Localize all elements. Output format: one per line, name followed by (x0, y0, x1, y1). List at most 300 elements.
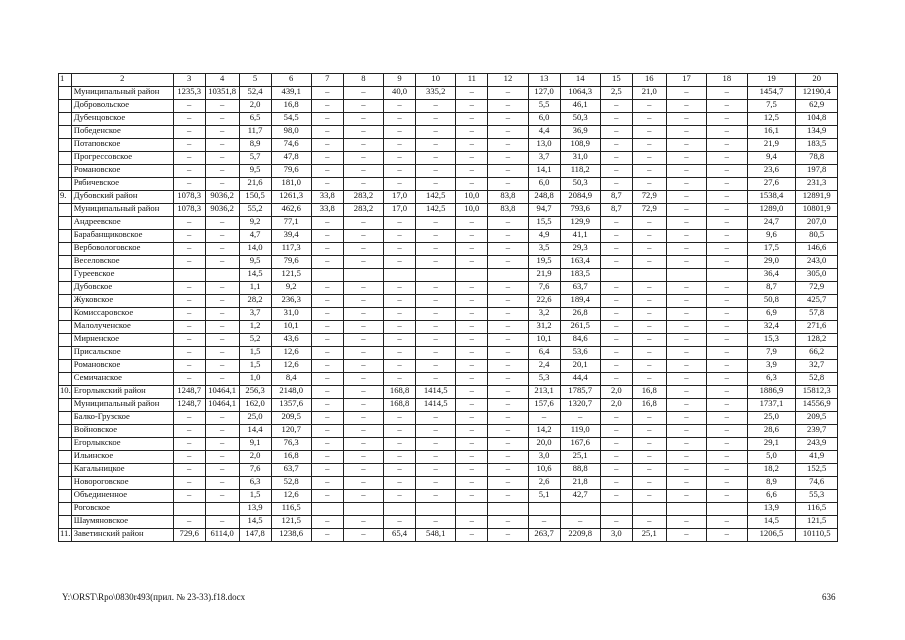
row-index-cell (59, 243, 72, 256)
table-cell: – (173, 334, 205, 347)
table-cell: – (384, 178, 416, 191)
table-cell: – (632, 438, 666, 451)
table-cell: – (173, 464, 205, 477)
table-cell: – (528, 516, 560, 529)
table-cell: 83,8 (488, 204, 528, 217)
table-row (59, 152, 838, 165)
table-cell: – (416, 373, 456, 386)
table-cell: – (311, 373, 343, 386)
table-cell: – (600, 113, 632, 126)
table-cell: 1261,3 (271, 191, 311, 204)
table-cell: 6,9 (747, 308, 796, 321)
table-cell: – (488, 282, 528, 295)
table-cell: – (311, 308, 343, 321)
table-cell: 120,7 (271, 425, 311, 438)
table-cell: – (632, 425, 666, 438)
table-cell: 152,5 (796, 464, 838, 477)
row-index-cell (59, 100, 72, 113)
table-cell: – (600, 451, 632, 464)
table-cell: – (343, 152, 383, 165)
row-index-cell (59, 308, 72, 321)
table-cell: – (205, 347, 239, 360)
table-cell: – (488, 438, 528, 451)
table-cell (632, 269, 666, 282)
table-row (59, 217, 838, 230)
table-cell: 2,6 (528, 477, 560, 490)
column-header: 15 (600, 74, 632, 87)
table-cell (205, 503, 239, 516)
table-cell: – (343, 113, 383, 126)
table-cell: – (416, 139, 456, 152)
table-cell: – (666, 321, 706, 334)
table-cell: – (666, 178, 706, 191)
table-cell: 10,6 (528, 464, 560, 477)
table-cell: 55,2 (239, 204, 271, 217)
table-cell: 6,4 (528, 347, 560, 360)
table-cell: 168,8 (384, 386, 416, 399)
table-row (59, 204, 838, 217)
table-cell: 16,8 (271, 451, 311, 464)
table-cell: – (311, 282, 343, 295)
row-index-cell (59, 412, 72, 425)
table-header-row (59, 74, 838, 87)
row-index-cell (59, 178, 72, 191)
table-cell: – (384, 477, 416, 490)
table-cell: 14,1 (528, 165, 560, 178)
row-index-cell (59, 516, 72, 529)
table-cell: – (707, 516, 747, 529)
table-cell: 65,4 (384, 529, 416, 542)
table-cell: – (560, 516, 600, 529)
table-cell: 8,9 (239, 139, 271, 152)
table-cell: – (707, 204, 747, 217)
table-cell: 1414,5 (416, 386, 456, 399)
table-cell: – (666, 243, 706, 256)
column-header: 7 (311, 74, 343, 87)
table-cell: – (707, 87, 747, 100)
table-cell: – (600, 412, 632, 425)
table-cell: – (600, 139, 632, 152)
table-cell: – (311, 100, 343, 113)
table-row (59, 321, 838, 334)
table-cell: – (456, 243, 488, 256)
table-cell: 66,2 (796, 347, 838, 360)
table-cell: 1206,5 (747, 529, 796, 542)
table-cell: 9,5 (239, 165, 271, 178)
table-cell: – (456, 113, 488, 126)
table-row (59, 191, 838, 204)
table-cell: 14,5 (239, 516, 271, 529)
table-cell: 14556,9 (796, 399, 838, 412)
table-cell: – (343, 87, 383, 100)
table-cell: 21,9 (528, 269, 560, 282)
table-cell: – (456, 412, 488, 425)
table-cell: 79,6 (271, 256, 311, 269)
table-cell: 157,6 (528, 399, 560, 412)
table-cell: 213,1 (528, 386, 560, 399)
table-cell (488, 269, 528, 282)
table-cell: – (384, 230, 416, 243)
table-cell: 2084,9 (560, 191, 600, 204)
table-cell: – (311, 477, 343, 490)
table-cell: 129,9 (560, 217, 600, 230)
table-cell: – (707, 256, 747, 269)
table-cell: – (707, 165, 747, 178)
table-cell: 729,6 (173, 529, 205, 542)
row-name-cell: Потаповское (71, 139, 173, 152)
table-cell: – (173, 256, 205, 269)
row-index-cell (59, 373, 72, 386)
row-index-cell (59, 87, 72, 100)
row-name-cell: Объединенное (71, 490, 173, 503)
table-cell: – (416, 256, 456, 269)
table-cell: 1,5 (239, 360, 271, 373)
table-cell: 80,5 (796, 230, 838, 243)
table-cell: – (707, 464, 747, 477)
table-cell: 74,6 (796, 477, 838, 490)
table-row (59, 126, 838, 139)
table-cell: 209,5 (796, 412, 838, 425)
table-cell: – (707, 438, 747, 451)
table-cell: – (600, 126, 632, 139)
table-cell: 104,8 (796, 113, 838, 126)
table-row (59, 386, 838, 399)
table-cell: – (666, 113, 706, 126)
table-cell: 9036,2 (205, 204, 239, 217)
table-cell: – (707, 386, 747, 399)
table-cell: – (311, 399, 343, 412)
table-cell: 1078,3 (173, 191, 205, 204)
table-cell: 16,1 (747, 126, 796, 139)
table-cell: 23,6 (747, 165, 796, 178)
table-cell: – (600, 360, 632, 373)
table-cell: 39,4 (271, 230, 311, 243)
table-cell: – (311, 360, 343, 373)
table-cell: – (707, 425, 747, 438)
table-cell: – (632, 256, 666, 269)
table-cell: – (456, 165, 488, 178)
table-cell: – (311, 139, 343, 152)
table-cell: – (632, 451, 666, 464)
table-cell: 14,5 (239, 269, 271, 282)
table-cell: – (384, 256, 416, 269)
table-cell: 16,8 (271, 100, 311, 113)
table-cell: – (488, 178, 528, 191)
table-cell: – (311, 438, 343, 451)
table-cell: – (600, 308, 632, 321)
table-cell: – (173, 451, 205, 464)
table-cell: 239,7 (796, 425, 838, 438)
table-cell: 168,8 (384, 399, 416, 412)
table-cell: 25,1 (632, 529, 666, 542)
table-cell (560, 503, 600, 516)
table-cell (528, 503, 560, 516)
table-cell: 1,0 (239, 373, 271, 386)
table-cell: – (600, 477, 632, 490)
table-cell: – (173, 373, 205, 386)
row-name-cell: Победенское (71, 126, 173, 139)
table-cell: – (632, 321, 666, 334)
table-cell (416, 269, 456, 282)
table-cell: 25,0 (239, 412, 271, 425)
row-name-cell: Егорлыкский район (71, 386, 173, 399)
table-cell: – (488, 217, 528, 230)
table-cell: 9,2 (239, 217, 271, 230)
table-cell: – (632, 464, 666, 477)
table-row (59, 451, 838, 464)
table-cell: 12,6 (271, 490, 311, 503)
table-cell: 74,6 (271, 139, 311, 152)
row-index-cell (59, 269, 72, 282)
row-name-cell: Дубенцовское (71, 113, 173, 126)
table-cell: – (707, 230, 747, 243)
table-cell (384, 503, 416, 516)
table-cell: – (205, 282, 239, 295)
table-cell: – (488, 321, 528, 334)
table-cell: – (666, 490, 706, 503)
table-cell: – (707, 412, 747, 425)
table-cell: 77,1 (271, 217, 311, 230)
table-cell: – (632, 490, 666, 503)
table-cell: – (488, 451, 528, 464)
row-name-cell: Мирненское (71, 334, 173, 347)
table-cell (666, 269, 706, 282)
row-index-cell (59, 425, 72, 438)
table-cell: – (600, 464, 632, 477)
table-cell: – (456, 217, 488, 230)
row-name-cell: Дубовский район (71, 191, 173, 204)
table-row (59, 87, 838, 100)
table-cell: – (600, 516, 632, 529)
table-cell: 127,0 (528, 87, 560, 100)
table-cell: – (632, 516, 666, 529)
table-cell: – (416, 100, 456, 113)
table-cell: 6,5 (239, 113, 271, 126)
table-row (59, 438, 838, 451)
table-cell: 1357,6 (271, 399, 311, 412)
table-cell: – (600, 321, 632, 334)
table-cell: – (205, 360, 239, 373)
table-cell: – (707, 308, 747, 321)
table-cell: 248,8 (528, 191, 560, 204)
table-cell: 425,7 (796, 295, 838, 308)
table-cell: – (343, 139, 383, 152)
table-cell: – (173, 425, 205, 438)
row-name-cell: Жуковское (71, 295, 173, 308)
table-cell: – (343, 347, 383, 360)
page-number: 636 (822, 592, 836, 602)
table-cell: – (488, 139, 528, 152)
table-cell: 14,4 (239, 425, 271, 438)
table-cell: – (311, 412, 343, 425)
table-cell: 1785,7 (560, 386, 600, 399)
table-cell: 14,5 (747, 516, 796, 529)
table-cell: – (311, 126, 343, 139)
table-row (59, 464, 838, 477)
table-cell: 1289,0 (747, 204, 796, 217)
table-cell: – (205, 464, 239, 477)
table-cell: 1,5 (239, 347, 271, 360)
table-cell: 3,0 (528, 451, 560, 464)
table-cell: 29,0 (747, 256, 796, 269)
table-cell: 62,9 (796, 100, 838, 113)
column-header: 12 (488, 74, 528, 87)
table-cell: – (456, 230, 488, 243)
row-name-cell: Добровольское (71, 100, 173, 113)
row-name-cell: Муниципальный район (71, 87, 173, 100)
table-cell: – (173, 347, 205, 360)
table-row (59, 529, 838, 542)
table-cell: 1248,7 (173, 386, 205, 399)
table-cell: – (384, 516, 416, 529)
row-index-cell (59, 295, 72, 308)
table-cell: – (632, 165, 666, 178)
table-cell: 2148,0 (271, 386, 311, 399)
table-cell: 8,7 (600, 204, 632, 217)
table-cell: – (384, 295, 416, 308)
table-row (59, 256, 838, 269)
row-index-cell (59, 217, 72, 230)
table-cell: 209,5 (271, 412, 311, 425)
table-cell: – (632, 477, 666, 490)
table-cell: – (311, 165, 343, 178)
table-cell (205, 269, 239, 282)
table-cell: – (632, 100, 666, 113)
table-cell: – (632, 282, 666, 295)
table-cell: – (205, 334, 239, 347)
table-cell: – (632, 347, 666, 360)
table-cell: 21,8 (560, 477, 600, 490)
table-cell: 6,3 (239, 477, 271, 490)
row-name-cell: Вербовологовское (71, 243, 173, 256)
table-cell: 36,4 (747, 269, 796, 282)
table-cell: 13,9 (239, 503, 271, 516)
column-header: 6 (271, 74, 311, 87)
table-cell: – (343, 412, 383, 425)
table-row (59, 165, 838, 178)
table-cell: 17,0 (384, 204, 416, 217)
table-cell: – (384, 438, 416, 451)
table-cell: – (205, 178, 239, 191)
table-cell: 16,8 (632, 399, 666, 412)
table-cell: – (173, 282, 205, 295)
table-cell: – (205, 217, 239, 230)
table-cell: – (384, 113, 416, 126)
table-cell: – (666, 412, 706, 425)
table-cell: – (384, 412, 416, 425)
table-cell: – (416, 295, 456, 308)
table-cell: – (416, 126, 456, 139)
table-cell: – (456, 126, 488, 139)
row-name-cell: Дубовское (71, 282, 173, 295)
table-cell: 20,1 (560, 360, 600, 373)
table-cell: – (205, 256, 239, 269)
table-row (59, 516, 838, 529)
table-cell: – (707, 529, 747, 542)
table-cell: – (707, 243, 747, 256)
table-cell: – (488, 334, 528, 347)
table-cell (416, 503, 456, 516)
table-cell: – (205, 477, 239, 490)
table-cell: 197,8 (796, 165, 838, 178)
table-cell: – (600, 230, 632, 243)
table-cell: 31,2 (528, 321, 560, 334)
table-cell: – (666, 204, 706, 217)
table-cell: – (416, 516, 456, 529)
table-cell: – (343, 178, 383, 191)
table-cell: – (343, 373, 383, 386)
table-cell: – (311, 347, 343, 360)
table-cell: – (456, 399, 488, 412)
column-header: 4 (205, 74, 239, 87)
row-index-cell (59, 477, 72, 490)
table-cell: 14,2 (528, 425, 560, 438)
table-cell (707, 503, 747, 516)
table-cell: 19,5 (528, 256, 560, 269)
table-cell: 10,0 (456, 191, 488, 204)
table-cell: – (384, 165, 416, 178)
table-cell: 21,9 (747, 139, 796, 152)
table-cell: 121,5 (271, 516, 311, 529)
table-cell: – (456, 139, 488, 152)
table-cell: – (311, 230, 343, 243)
table-cell: – (666, 308, 706, 321)
table-cell: 24,7 (747, 217, 796, 230)
table-cell: 261,5 (560, 321, 600, 334)
row-name-cell: Рябичевское (71, 178, 173, 191)
table-cell: – (416, 243, 456, 256)
table-cell: – (632, 334, 666, 347)
table-cell: – (384, 139, 416, 152)
table-cell: 25,1 (560, 451, 600, 464)
row-index-cell (59, 334, 72, 347)
table-cell: 1886,9 (747, 386, 796, 399)
table-cell: 10,1 (271, 321, 311, 334)
table-cell: – (456, 334, 488, 347)
table-cell: – (707, 347, 747, 360)
table-cell: – (311, 386, 343, 399)
table-cell: – (416, 464, 456, 477)
table-cell: 134,9 (796, 126, 838, 139)
table-cell: 22,6 (528, 295, 560, 308)
table-cell: – (666, 464, 706, 477)
table-cell: 55,3 (796, 490, 838, 503)
table-cell: – (488, 464, 528, 477)
table-cell: – (488, 152, 528, 165)
table-cell: – (416, 165, 456, 178)
table-cell: – (456, 425, 488, 438)
table-cell: – (600, 334, 632, 347)
table-cell: 243,0 (796, 256, 838, 269)
table-cell: – (456, 308, 488, 321)
column-header: 1 (59, 74, 72, 87)
column-header: 9 (384, 74, 416, 87)
table-row (59, 308, 838, 321)
table-cell: 142,5 (416, 204, 456, 217)
table-cell: 3,7 (239, 308, 271, 321)
table-cell: 2,0 (239, 451, 271, 464)
table-cell: – (205, 308, 239, 321)
table-row (59, 490, 838, 503)
table-cell: 5,5 (528, 100, 560, 113)
table-cell: – (416, 230, 456, 243)
table-cell: – (666, 438, 706, 451)
table-cell: – (666, 126, 706, 139)
table-cell: 9,4 (747, 152, 796, 165)
table-cell: – (666, 165, 706, 178)
table-cell (311, 503, 343, 516)
row-name-cell: Прогрессовское (71, 152, 173, 165)
